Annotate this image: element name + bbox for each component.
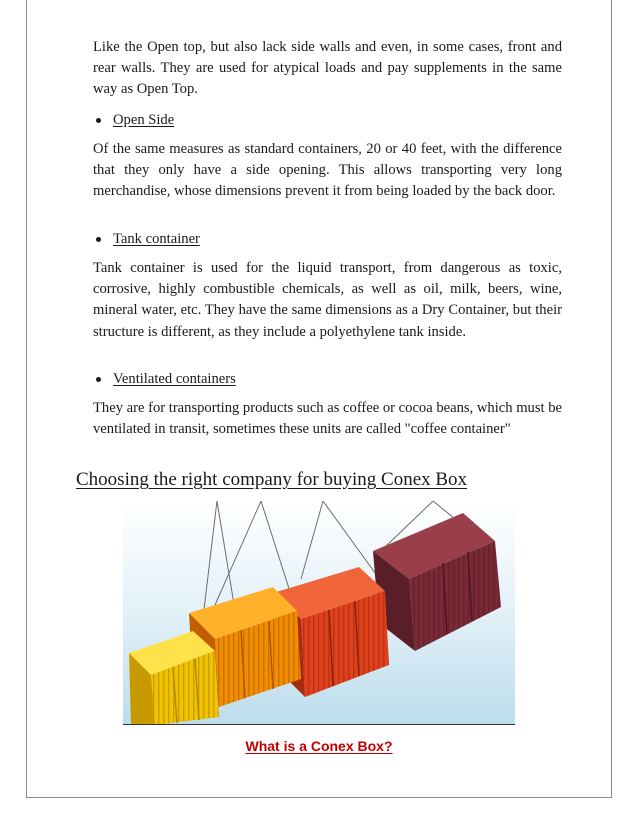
paragraph-open-side: Of the same measures as standard containers, 20 or 40 feet, with the difference that they only have a side opening. This allows transporting very long merchandise, whose dimensions prevent it from being loaded by the back door. [93,141,562,200]
bullet-open-side [96,111,174,129]
shipping-containers-image [123,501,515,725]
image-underline [123,724,515,725]
bullet-label-tank-container: Tank container [113,231,200,247]
bullet-tank-container [96,230,200,248]
bullet-ventilated-containers [96,370,236,388]
bullet-label-open-side: Open Side [113,112,175,128]
paragraph-tank-container: Tank container is used for the liquid transport, from dangerous as toxic, corrosive, highly combustible chemicals, as well as oil, milk, beers, wine, mineral water, etc. They have the same dimensions as a Dry Container, but their structure is different, as they include a polyethylene tank inside. [93,260,562,340]
paragraph-ventilated-containers: They are for transporting products such as coffee or cocoa beans, which must be ventilated in transit, sometimes these units are called "coffee container" [93,400,563,438]
bullet-label-ventilated-containers: Ventilated containers [113,371,236,387]
bullet-dot-icon [96,377,101,382]
section-heading: Choosing the right company for buying Conex Box [76,469,468,490]
bullet-dot-icon [96,237,101,242]
bullet-dot-icon [96,118,101,123]
paragraph-open-top-continued: Like the Open top, but also lack side walls and even, in some cases, front and rear walls. They are used for atypical loads and pay supplements in the same way as Open Top. [93,39,562,98]
sub-heading: What is a Conex Box? [245,738,393,754]
